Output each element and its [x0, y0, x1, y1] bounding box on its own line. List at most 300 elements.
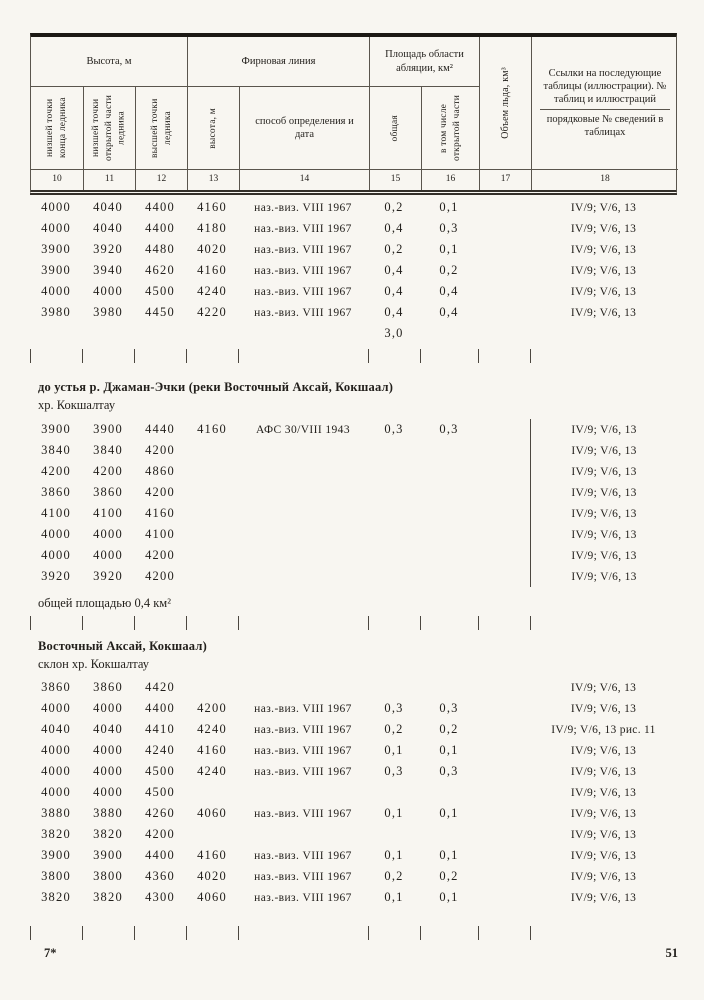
header-col15 — [369, 87, 421, 169]
header-col12 — [135, 87, 187, 169]
header-group-height — [31, 37, 187, 87]
table-cell-col18: IV/9; V/6, 13 — [570, 243, 637, 256]
table-cell-col11: 4000 — [93, 548, 123, 562]
table-cell-col16: 0,1 — [439, 848, 459, 862]
table-cell-col12: 4100 — [145, 527, 175, 541]
table-cell-col13 — [186, 677, 238, 698]
table-cell-col17 — [478, 761, 530, 782]
column-rule-tick — [478, 349, 530, 363]
table-cell-col10: 3900 — [41, 242, 71, 256]
table-cell-col17 — [478, 281, 530, 302]
column-rule-tick — [238, 926, 368, 940]
table-cell-col16 — [420, 503, 478, 524]
table-cell-col16: 0,4 — [439, 305, 459, 319]
col-number-18: 18 — [531, 169, 678, 190]
column-rule-tick — [30, 926, 82, 940]
table-cell-col14 — [238, 503, 368, 524]
table-cell-col18: IV/9; V/6, 13 — [570, 870, 637, 883]
col-number-13: 13 — [187, 169, 239, 190]
table-cell-col11: 4040 — [93, 221, 123, 235]
table-cell-col10: 3920 — [41, 569, 71, 583]
column-rule-tick — [82, 616, 134, 630]
table-cell-col15: 0,1 — [384, 848, 404, 862]
header-links-top-label: Ссылки на последующие таблицы (иллюстрации). № таблиц и иллюстраций — [543, 67, 667, 105]
column-rule-tick — [186, 349, 238, 363]
table-cell-col12: 4450 — [145, 305, 175, 319]
table-cell-col14 — [238, 461, 368, 482]
table-cell-col18: IV/9; V/6, 13 — [570, 765, 637, 778]
table-cell-col12: 4420 — [145, 680, 175, 694]
table-cell-col15 — [368, 440, 420, 461]
table-cell-col17 — [478, 566, 530, 587]
table-cell-col12: 4400 — [145, 848, 175, 862]
table-cell-col11: 3820 — [93, 827, 123, 841]
table-cell-col13 — [186, 566, 238, 587]
table-cell-col11: 3820 — [93, 890, 123, 904]
table-cell-col16 — [420, 566, 478, 587]
header-col-ice-volume-label: Объем льда, км³ — [499, 67, 511, 139]
section-note: общей площадью 0,4 км² — [38, 596, 171, 610]
table-cell-col15: 0,1 — [384, 806, 404, 820]
table-cell-col14 — [238, 323, 368, 344]
table-cell-col16 — [420, 482, 478, 503]
table-cell-col17 — [478, 803, 530, 824]
table-cell-col13: 4200 — [197, 701, 227, 715]
table-cell-col15 — [368, 461, 420, 482]
table-cell-col10: 3900 — [41, 848, 71, 862]
header-col11 — [83, 87, 135, 169]
table-cell-col13: 4180 — [197, 221, 227, 235]
table-cell-col16: 0,3 — [439, 701, 459, 715]
table-cell-col10: 3820 — [41, 827, 71, 841]
header-col14-label: способ определения и дата — [255, 115, 354, 140]
table-cell-col17 — [478, 440, 530, 461]
table-cell-col12: 4360 — [145, 869, 175, 883]
table-cell-col10: 3800 — [41, 869, 71, 883]
table-cell-col15 — [368, 824, 420, 845]
column-rule-tick — [368, 926, 420, 940]
table-cell-col14: наз.-виз. VIII 1967 — [254, 306, 352, 319]
table-cell-col16 — [420, 524, 478, 545]
table-cell-col18: IV/9; V/6, 13 — [570, 828, 637, 841]
header-col11-label: низшей точки открытой части ледника — [91, 95, 127, 162]
table-cell-col18: IV/9; V/6, 13 — [530, 503, 677, 524]
table-cell-col15: 0,2 — [384, 722, 404, 736]
table-body-section-3 — [30, 677, 677, 908]
col-number-10: 10 — [31, 169, 83, 190]
table-cell-col18: IV/9; V/6, 13 — [570, 891, 637, 904]
table-cell-col10: 4200 — [41, 464, 71, 478]
table-cell-col12: 4440 — [145, 422, 175, 436]
header-col16-label: в том числе открытой части — [438, 95, 462, 162]
table-cell-col12: 4160 — [145, 506, 175, 520]
table-cell-col10: 4000 — [41, 284, 71, 298]
signature-mark: 7* — [44, 946, 57, 960]
section-subheading: склон хр. Кокшалтау — [38, 657, 150, 671]
table-cell-col11: 3920 — [93, 242, 123, 256]
table-cell-col18: IV/9; V/6, 13 — [530, 545, 677, 566]
table-cell-col13 — [186, 524, 238, 545]
table-cell-col18: IV/9; V/6, 13 — [570, 807, 637, 820]
table-cell-col12: 4400 — [145, 200, 175, 214]
header-group-ablation-area — [369, 37, 479, 87]
glacier-table — [30, 33, 677, 940]
table-cell-col12: 4400 — [145, 221, 175, 235]
table-cell-col16 — [420, 545, 478, 566]
table-cell-col11: 4040 — [93, 200, 123, 214]
table-cell-col13 — [186, 503, 238, 524]
table-cell-col13: 4060 — [197, 890, 227, 904]
table-cell-col11: 4000 — [93, 785, 123, 799]
table-cell-col12: 4200 — [145, 443, 175, 457]
table-cell-col16: 0,3 — [439, 221, 459, 235]
table-cell-col18: IV/9; V/6, 13 — [530, 461, 677, 482]
column-rules-row — [30, 926, 677, 940]
table-cell-col11: 3860 — [93, 485, 123, 499]
column-rule-tick — [478, 926, 530, 940]
table-cell-col15 — [368, 524, 420, 545]
table-cell-col14 — [238, 482, 368, 503]
column-rule-tick — [420, 926, 478, 940]
header-col13-label: высота, м — [208, 107, 219, 149]
table-cell-col16: 0,1 — [439, 200, 459, 214]
table-cell-col12: 4300 — [145, 890, 175, 904]
table-cell-col10: 3900 — [41, 263, 71, 277]
table-cell-col12 — [134, 323, 186, 344]
table-body-section-2 — [30, 419, 677, 587]
col-number-14: 14 — [239, 169, 369, 190]
table-cell-col10: 4000 — [41, 785, 71, 799]
table-cell-col12: 4500 — [145, 764, 175, 778]
table-cell-col10: 3820 — [41, 890, 71, 904]
table-cell-col10: 4000 — [41, 527, 71, 541]
table-cell-col14 — [238, 524, 368, 545]
table-cell-col12: 4500 — [145, 785, 175, 799]
col-number-11: 11 — [83, 169, 135, 190]
table-cell-col11 — [82, 323, 134, 344]
table-cell-col10: 3880 — [41, 806, 71, 820]
table-cell-col15: 0,4 — [384, 284, 404, 298]
header-col10-label: низшей точки конца ледника — [45, 97, 68, 159]
table-cell-col14: наз.-виз. VIII 1967 — [254, 744, 352, 757]
table-cell-col14 — [238, 545, 368, 566]
table-cell-col12: 4620 — [145, 263, 175, 277]
table-cell-col13: 4240 — [197, 764, 227, 778]
header-group-height-label: Высота, м — [86, 55, 132, 67]
table-cell-col13: 4220 — [197, 305, 227, 319]
header-col-links — [531, 37, 678, 169]
table-cell-col12: 4200 — [145, 548, 175, 562]
table-cell-col16 — [420, 677, 478, 698]
table-cell-col14 — [238, 677, 368, 698]
table-cell-col16 — [420, 824, 478, 845]
table-cell-col13: 4240 — [197, 284, 227, 298]
table-cell-col18: IV/9; V/6, 13 — [570, 306, 637, 319]
column-rule-tick — [30, 349, 82, 363]
table-cell-col16: 0,1 — [439, 242, 459, 256]
table-cell-col12: 4260 — [145, 806, 175, 820]
table-cell-col10: 4000 — [41, 701, 71, 715]
table-cell-col18: IV/9; V/6, 13 — [570, 264, 637, 277]
table-cell-col10: 3860 — [41, 485, 71, 499]
table-cell-col10: 4000 — [41, 743, 71, 757]
table-cell-col11: 4040 — [93, 722, 123, 736]
table-cell-col13: 4160 — [197, 848, 227, 862]
table-cell-col14 — [238, 824, 368, 845]
table-cell-col14: наз.-виз. VIII 1967 — [254, 870, 352, 883]
table-cell-col16 — [420, 323, 478, 344]
column-rule-tick — [82, 926, 134, 940]
table-cell-col18 — [530, 323, 677, 344]
table-cell-col13: 4020 — [197, 869, 227, 883]
table-cell-col12: 4860 — [145, 464, 175, 478]
table-cell-col15: 0,3 — [384, 764, 404, 778]
table-cell-col10: 3900 — [41, 422, 71, 436]
header-col13 — [187, 87, 239, 169]
table-cell-col15: 0,4 — [384, 305, 404, 319]
column-rule-tick — [30, 616, 82, 630]
table-cell-col16: 0,4 — [439, 284, 459, 298]
table-cell-col10: 4000 — [41, 200, 71, 214]
table-cell-col18: IV/9; V/6, 13 — [530, 566, 677, 587]
table-cell-col17 — [478, 845, 530, 866]
table-cell-col11: 3980 — [93, 305, 123, 319]
table-cell-col17 — [478, 461, 530, 482]
table-cell-col16: 0,1 — [439, 890, 459, 904]
table-cell-col13 — [186, 545, 238, 566]
table-cell-col16 — [420, 440, 478, 461]
table-cell-col15 — [368, 782, 420, 803]
table-cell-col14: наз.-виз. VIII 1967 — [254, 285, 352, 298]
table-cell-col13 — [186, 323, 238, 344]
header-group-firn-line — [187, 37, 369, 87]
table-cell-col10 — [30, 323, 82, 344]
table-cell-col10: 4000 — [41, 548, 71, 562]
table-cell-col12: 4200 — [145, 485, 175, 499]
table-cell-col14: наз.-виз. VIII 1967 — [254, 891, 352, 904]
table-cell-col14: наз.-виз. VIII 1967 — [254, 243, 352, 256]
table-cell-col15: 0,3 — [384, 422, 404, 436]
column-rule-tick — [134, 616, 186, 630]
table-cell-col14 — [238, 782, 368, 803]
table-cell-col15: 0,1 — [384, 890, 404, 904]
column-rule-tick — [134, 349, 186, 363]
column-rule-tick — [186, 926, 238, 940]
table-cell-col18: IV/9; V/6, 13 — [570, 285, 637, 298]
table-cell-col14: наз.-виз. VIII 1967 — [254, 849, 352, 862]
col-number-17: 17 — [479, 169, 531, 190]
table-cell-col13 — [186, 824, 238, 845]
table-cell-col14: наз.-виз. VIII 1967 — [254, 201, 352, 214]
column-rule-tick — [530, 926, 677, 940]
table-cell-col15: 0,3 — [384, 701, 404, 715]
table-cell-col17 — [478, 824, 530, 845]
table-cell-col18: IV/9; V/6, 13 — [570, 222, 637, 235]
table-cell-col10: 3840 — [41, 443, 71, 457]
table-cell-col15 — [368, 545, 420, 566]
table-cell-col17 — [478, 482, 530, 503]
table-cell-col11: 3800 — [93, 869, 123, 883]
table-cell-col16 — [420, 461, 478, 482]
table-cell-col17 — [478, 887, 530, 908]
column-rule-tick — [420, 616, 478, 630]
table-cell-col15 — [368, 482, 420, 503]
column-rules-row — [30, 616, 677, 630]
table-cell-col11: 4000 — [93, 764, 123, 778]
table-body-section-1 — [30, 197, 677, 344]
table-cell-col10: 3980 — [41, 305, 71, 319]
table-cell-col17 — [478, 503, 530, 524]
col-number-12: 12 — [135, 169, 187, 190]
header-col10 — [31, 87, 83, 169]
table-cell-col11: 3900 — [93, 848, 123, 862]
table-cell-col17 — [478, 419, 530, 440]
table-cell-col17 — [478, 677, 530, 698]
table-cell-col12: 4240 — [145, 743, 175, 757]
table-cell-col18: IV/9; V/6, 13 — [570, 744, 637, 757]
table-cell-col13 — [186, 782, 238, 803]
links-divider-rule — [540, 109, 671, 110]
table-cell-col17 — [478, 524, 530, 545]
column-rule-tick — [420, 349, 478, 363]
table-cell-col15 — [368, 566, 420, 587]
section-heading: до устья р. Джаман-Эчки (реки Восточный Аксай, Кокшаал) — [38, 380, 394, 394]
table-cell-col12: 4410 — [145, 722, 175, 736]
table-cell-col18: IV/9; V/6, 13 — [530, 482, 677, 503]
table-cell-col13: 4160 — [197, 263, 227, 277]
table-cell-col13 — [186, 440, 238, 461]
table-cell-col18: IV/9; V/6, 13 — [570, 201, 637, 214]
table-cell-col14: наз.-виз. VIII 1967 — [254, 765, 352, 778]
table-cell-col11: 4000 — [93, 743, 123, 757]
header-col-ice-volume — [479, 37, 531, 169]
header-group-ablation-area-label: Площадь области абляции, км² — [385, 49, 464, 74]
table-cell-col16 — [420, 782, 478, 803]
section-heading: Восточный Аксай, Кокшаал) — [38, 639, 207, 653]
table-cell-col14: наз.-виз. VIII 1967 — [254, 807, 352, 820]
column-rule-tick — [238, 616, 368, 630]
table-cell-col18: IV/9; V/6, 13 — [570, 702, 637, 715]
table-cell-col14: наз.-виз. VIII 1967 — [254, 222, 352, 235]
table-cell-col16: 0,3 — [439, 422, 459, 436]
header-links-bottom-label: порядковые № сведений в таблицах — [546, 114, 664, 139]
table-cell-col13 — [186, 482, 238, 503]
table-cell-col15: 0,1 — [384, 743, 404, 757]
table-cell-col11: 4000 — [93, 701, 123, 715]
table-cell-col11: 3900 — [93, 422, 123, 436]
table-cell-col17 — [478, 239, 530, 260]
header-col16 — [421, 87, 479, 169]
table-cell-col17 — [478, 719, 530, 740]
table-cell-col17 — [478, 740, 530, 761]
table-cell-col18: IV/9; V/6, 13 рис. 11 — [551, 723, 656, 736]
table-cell-col13: 4160 — [197, 200, 227, 214]
header-group-firn-line-label: Фирновая линия — [241, 55, 316, 67]
column-rule-tick — [186, 616, 238, 630]
table-cell-col13: 4160 — [197, 743, 227, 757]
table-cell-col11: 4000 — [93, 284, 123, 298]
table-cell-col10: 4100 — [41, 506, 71, 520]
column-rule-tick — [530, 616, 677, 630]
table-cell-col17 — [478, 782, 530, 803]
column-rules-row — [30, 349, 677, 363]
table-cell-col16: 0,2 — [439, 722, 459, 736]
table-cell-col16: 0,3 — [439, 764, 459, 778]
table-cell-col11: 4200 — [93, 464, 123, 478]
table-cell-col18: IV/9; V/6, 13 — [570, 681, 637, 694]
table-cell-col11: 3920 — [93, 569, 123, 583]
table-cell-col15 — [368, 677, 420, 698]
col-number-16: 16 — [421, 169, 479, 190]
table-cell-col12: 4400 — [145, 701, 175, 715]
header-col15-label: общая — [390, 114, 401, 142]
table-cell-col15: 0,2 — [384, 200, 404, 214]
table-cell-col17 — [478, 260, 530, 281]
table-cell-col13: 4160 — [197, 422, 227, 436]
table-cell-col11: 3880 — [93, 806, 123, 820]
column-rule-tick — [134, 926, 186, 940]
table-cell-col13: 4060 — [197, 806, 227, 820]
column-rule-tick — [478, 616, 530, 630]
table-cell-col15: 0,2 — [384, 869, 404, 883]
table-cell-col18: IV/9; V/6, 13 — [530, 524, 677, 545]
table-cell-col16: 0,2 — [439, 263, 459, 277]
table-cell-col12: 4500 — [145, 284, 175, 298]
table-cell-col17 — [478, 698, 530, 719]
col-number-15: 15 — [369, 169, 421, 190]
table-cell-col16: 0,2 — [439, 869, 459, 883]
table-cell-col11: 4100 — [93, 506, 123, 520]
table-cell-col12: 4200 — [145, 569, 175, 583]
column-rule-tick — [368, 349, 420, 363]
table-cell-col14 — [238, 566, 368, 587]
table-cell-col10: 4040 — [41, 722, 71, 736]
table-cell-col14: наз.-виз. VIII 1967 — [254, 702, 352, 715]
table-cell-col14: АФС 30/VIII 1943 — [256, 423, 350, 436]
table-cell-col17 — [478, 545, 530, 566]
column-rule-tick — [368, 616, 420, 630]
column-rule-tick — [530, 349, 677, 363]
table-cell-col18: IV/9; V/6, 13 — [530, 440, 677, 461]
table-cell-col15 — [368, 503, 420, 524]
table-cell-col17 — [478, 218, 530, 239]
table-cell-col13: 4020 — [197, 242, 227, 256]
page-number: 51 — [665, 946, 678, 960]
table-cell-col12: 4480 — [145, 242, 175, 256]
table-cell-col11: 3860 — [93, 680, 123, 694]
table-cell-col18: IV/9; V/6, 13 — [530, 419, 677, 440]
table-cell-col18: IV/9; V/6, 13 — [570, 849, 637, 862]
table-cell-col10: 4000 — [41, 764, 71, 778]
table-cell-col14 — [238, 440, 368, 461]
table-cell-col15: 3,0 — [384, 326, 404, 340]
table-cell-col17 — [478, 197, 530, 218]
table-cell-col16: 0,1 — [439, 806, 459, 820]
table-cell-col17 — [478, 323, 530, 344]
table-cell-col13 — [186, 461, 238, 482]
table-header — [30, 33, 677, 195]
column-rule-tick — [82, 349, 134, 363]
table-cell-col11: 3940 — [93, 263, 123, 277]
table-cell-col14: наз.-виз. VIII 1967 — [254, 723, 352, 736]
table-cell-col10: 3860 — [41, 680, 71, 694]
table-cell-col17 — [478, 302, 530, 323]
table-cell-col14: наз.-виз. VIII 1967 — [254, 264, 352, 277]
table-cell-col10: 4000 — [41, 221, 71, 235]
table-cell-col13: 4240 — [197, 722, 227, 736]
table-cell-col15: 0,4 — [384, 221, 404, 235]
table-cell-col17 — [478, 866, 530, 887]
